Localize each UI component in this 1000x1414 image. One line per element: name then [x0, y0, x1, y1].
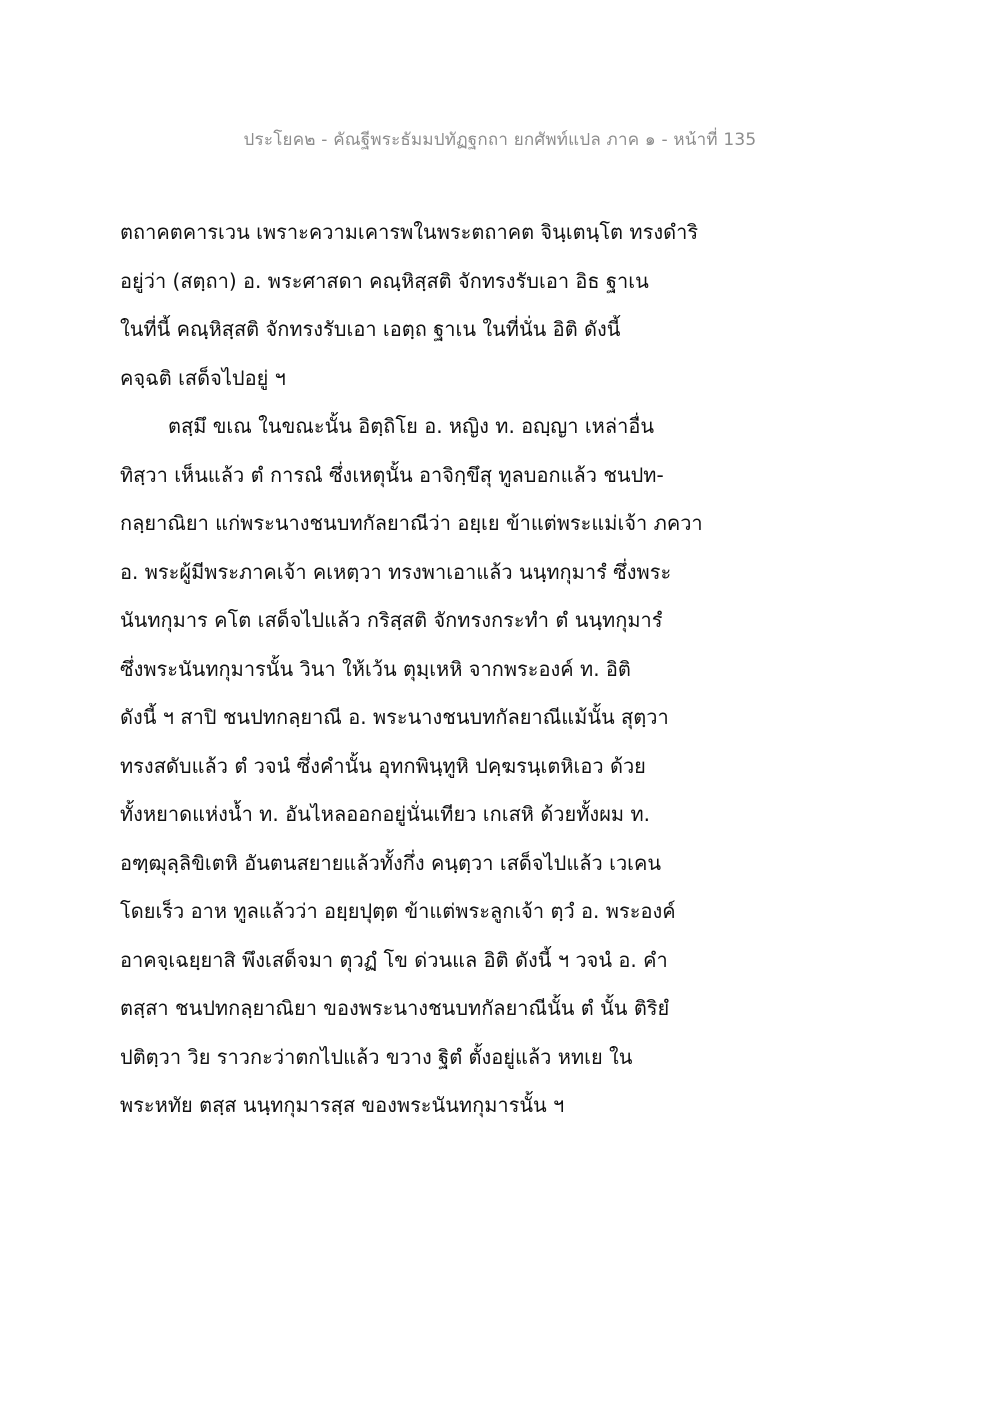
text-line: พระหทัย ตสฺส นนฺทกุมารสฺส ของพระนันทกุมารนั้น ฯ	[120, 1093, 565, 1117]
text-line: อยู่ว่า (สตฺถา) อ. พระศาสดา คณฺหิสฺสติ จักทรงรับเอา อิธ ฐาเน	[120, 268, 649, 293]
text-line: กลฺยาณิยา แก่พระนางชนบทกัลยาณีว่า อยฺเย ข้าแต่พระแม่เจ้า ภควา	[120, 511, 703, 535]
text-line: ในที่นี้ คณฺหิสฺสติ จักทรงรับเอา เอตฺถ ฐาเน ในที่นั่น อิติ ดังนี้	[120, 317, 621, 341]
text-line: ทิสฺวา เห็นแล้ว ตํ การณํ ซึ่งเหตุนั้น อาจิกฺขึสุ ทูลบอกแล้ว ชนปท-	[120, 462, 664, 487]
text-line: ปติตฺวา วิย ราวกะว่าตกไปแล้ว ขวาง ฐิตํ ตั้งอยู่แล้ว หทเย ใน	[120, 1044, 633, 1069]
body-text	[120, 214, 730, 1136]
text-line: อ. พระผู้มีพระภาคเจ้า คเหตฺวา ทรงพาเอาแล้ว นนฺทกุมารํ ซึ่งพระ	[120, 559, 672, 584]
paragraph-first-line: ตสฺมึ ขเณ ในขณะนั้น อิตฺถิโย อ. หญิง ท. อญฺญา เหล่าอื่น	[168, 414, 655, 438]
text-line: อาคจฺเฉยฺยาสิ พึงเสด็จมา ตุวฏํ โข ด่วนแล อิติ ดังนี้ ฯ วจนํ อ. คำ	[120, 947, 668, 972]
text-line: โดยเร็ว อาห ทูลแล้วว่า อยฺยปุตฺต ข้าแต่พระลูกเจ้า ตฺวํ อ. พระองค์	[120, 899, 676, 923]
text-line: ตถาคตคารเวน เพราะความเคารพในพระตถาคต จินฺเตนฺโต ทรงดำริ	[120, 220, 699, 244]
text-line: ตสฺสา ชนปทกลฺยาณิยา ของพระนางชนบทกัลยาณีนั้น ตํ นั้น ติริยํ	[120, 996, 670, 1020]
page-header: ประโยค๒ - คัณฐีพระธัมมปทัฏฐกถา ยกศัพท์แปล ภาค ๑ - หน้าที่ 135	[243, 130, 757, 150]
text-line: ดังนี้ ฯ สาปิ ชนปทกลฺยาณี อ. พระนางชนบทกัลยาณีแม้นั้น สุตฺวา	[120, 705, 669, 729]
text-line: ทั้งหยาดแห่งน้ำ ท. อันไหลออกอยู่นั่นเทียว เกเสหิ ด้วยทั้งผม ท.	[120, 802, 650, 826]
text-line: อฑฺฒุลฺลิขิเตหิ อันตนสยายแล้วทั้งกึ่ง คนฺตฺวา เสด็จไปแล้ว เวเคน	[120, 850, 662, 875]
text-line: ทรงสดับแล้ว ตํ วจนํ ซึ่งคำนั้น อุทกพินฺทูหิ ปคฺฆรนฺเตหิเอว ด้วย	[120, 753, 646, 778]
text-line: นันทกุมาร คโต เสด็จไปแล้ว กริสฺสติ จักทรงกระทำ ตํ นนฺทกุมารํ	[120, 608, 663, 632]
text-line: ซึ่งพระนันทกุมารนั้น วินา ให้เว้น ตุมฺเหหิ จากพระองค์ ท. อิติ	[120, 656, 631, 681]
text-line: คจฺฉติ เสด็จไปอยู่ ฯ	[120, 365, 286, 390]
